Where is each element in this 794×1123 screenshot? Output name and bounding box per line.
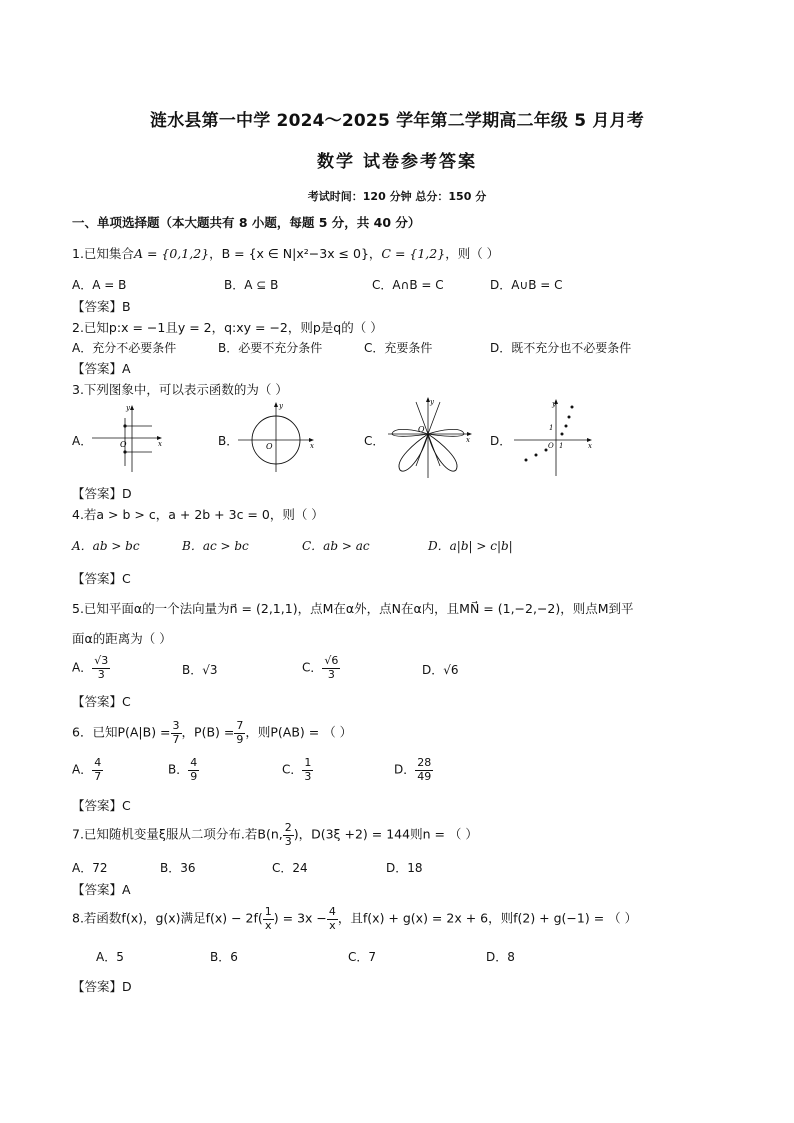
fraction-num: 28 xyxy=(417,756,432,769)
fraction-den: 7 xyxy=(172,732,180,746)
question-4-stem: 4.若a > b > c，a + 2b + 3c = 0，则（ ） xyxy=(72,507,324,522)
q3-option-a: A． xyxy=(72,434,93,448)
answer-label: 【答案】 xyxy=(72,486,123,501)
q7-stem-a: 7.已知随机变量ξ服从二项分布.若B(n, xyxy=(72,826,283,842)
answer-label: 【答案】 xyxy=(72,299,123,314)
q1-stem-a: 1.已知集合 xyxy=(72,246,134,261)
q2-option-a: A．充分不必要条件 xyxy=(72,341,177,355)
q7-stem-b: )，D(3ξ +2) = 144则n = （ ） xyxy=(293,826,478,842)
q8-stem-b: ) = 3x − xyxy=(273,910,327,926)
q4-option-b: B．ac > bc xyxy=(182,539,249,553)
q7-option-c: C．24 xyxy=(272,861,308,875)
q3-graph-b xyxy=(238,400,318,475)
fraction-num: 3 xyxy=(172,719,180,732)
fraction xyxy=(92,757,103,783)
q8-option-c: C．7 xyxy=(348,950,377,964)
q8-answer xyxy=(72,977,132,995)
option-letter: A． xyxy=(72,660,93,675)
origin-label: O xyxy=(120,440,127,449)
q5-option-a xyxy=(72,655,110,681)
q7-option-d: D．18 xyxy=(386,861,423,875)
q1-option-c: C．A∩B = C xyxy=(372,278,444,292)
answer-value: C xyxy=(122,694,131,709)
axis-x-label: x xyxy=(158,440,162,448)
fraction-num: 4 xyxy=(190,756,198,769)
answer-label: 【答案】 xyxy=(72,979,123,994)
answer-value: A xyxy=(122,882,131,897)
question-7-stem xyxy=(72,822,478,848)
axis-y-label: y xyxy=(430,398,434,406)
fraction-den: 3 xyxy=(284,834,292,848)
fraction-den: 9 xyxy=(190,769,198,783)
q3-graph-d xyxy=(512,398,598,478)
answer-label: 【答案】 xyxy=(72,361,123,376)
fraction-den: 49 xyxy=(417,769,432,783)
q3-option-b: B． xyxy=(218,434,239,448)
fraction xyxy=(415,757,433,783)
axis-x-label: x xyxy=(310,442,314,450)
q1-option-b: B．A ⊆ B xyxy=(224,278,279,292)
section-heading: 一、单项选择题（本大题共有 8 小题，每题 5 分，共 40 分） xyxy=(72,215,421,230)
q6-stem-a: 6．已知P(A|B) = xyxy=(72,724,171,740)
q4-answer xyxy=(72,569,131,587)
option-letter: C． xyxy=(302,660,323,675)
fraction xyxy=(92,655,110,681)
fraction-den: 9 xyxy=(236,732,244,746)
q8-stem-c: ，且f(x) + g(x) = 2x + 6，则f(2) + g(−1) = （ ） xyxy=(337,910,638,926)
option-letter: A． xyxy=(72,762,93,777)
q1-set-a: A = {0,1,2} xyxy=(133,246,210,261)
answer-label: 【答案】 xyxy=(72,882,123,897)
q6-option-a xyxy=(72,757,103,783)
q4-option-d: D．a|b| > c|b| xyxy=(428,539,513,553)
fraction xyxy=(263,906,274,932)
answer-label: 【答案】 xyxy=(72,798,123,813)
answer-value: D xyxy=(122,486,132,501)
q2-option-b: B．必要不充分条件 xyxy=(218,341,323,355)
q4-option-a: A．ab > bc xyxy=(72,539,140,553)
axis-y-label: y xyxy=(279,402,283,410)
q6-option-c xyxy=(282,757,313,783)
q8-option-b: B．6 xyxy=(210,950,238,964)
q7-option-b: B．36 xyxy=(160,861,196,875)
option-letter: D． xyxy=(394,762,416,777)
q6-answer xyxy=(72,796,131,814)
q5-option-c xyxy=(302,655,340,681)
question-5-stem: 5.已知平面α的一个法向量为n⃗ = (2,1,1)，点M在α外，点N在α内，且MN⃗ = (1,−2,−2)，则点M到平 xyxy=(72,601,634,616)
fraction-num: √3 xyxy=(94,654,109,667)
fraction-den: 7 xyxy=(94,769,102,783)
fraction xyxy=(171,720,182,746)
q3-graph-c xyxy=(386,396,478,480)
fraction-num: 4 xyxy=(328,905,336,918)
answer-value: A xyxy=(122,361,131,376)
answer-value: D xyxy=(122,979,132,994)
question-3-stem: 3.下列图象中，可以表示函数的为（ ） xyxy=(72,382,288,397)
origin-label: O xyxy=(548,442,554,450)
q1-option-d: D．A∪B = C xyxy=(490,278,563,292)
axis-x-label: x xyxy=(466,436,470,444)
fraction-den: 3 xyxy=(327,667,335,681)
q5-option-b: B．√3 xyxy=(182,663,218,677)
fraction-den: x xyxy=(329,918,336,932)
tick-label-1: 1 xyxy=(559,442,564,450)
origin-label: O xyxy=(418,425,425,434)
q3-option-d: D． xyxy=(490,434,512,448)
q5-option-d: D．√6 xyxy=(422,663,459,677)
exam-meta: 考试时间：120 分钟 总分：150 分 xyxy=(307,190,487,203)
answer-value: C xyxy=(122,798,131,813)
fraction xyxy=(283,822,294,848)
q1-set-c: C = {1,2} xyxy=(381,246,446,261)
question-1-stem xyxy=(72,244,499,262)
q6-stem-c: ，则P(AB) = （ ） xyxy=(245,724,353,740)
q2-option-c: C．充要条件 xyxy=(364,341,433,355)
answer-value: C xyxy=(122,571,131,586)
fraction-den: 3 xyxy=(304,769,312,783)
fraction xyxy=(302,757,313,783)
fraction-num: 1 xyxy=(304,756,312,769)
q6-option-b xyxy=(168,757,199,783)
fraction-den: x xyxy=(265,918,272,932)
q4-option-c: C．ab > ac xyxy=(302,539,370,553)
q3-answer xyxy=(72,484,132,502)
q7-answer xyxy=(72,880,131,898)
answer-label: 【答案】 xyxy=(72,694,123,709)
tick-label-1: 1 xyxy=(549,424,554,432)
q5-answer xyxy=(72,692,131,710)
axis-y-label: y xyxy=(126,404,130,412)
fraction xyxy=(188,757,199,783)
fraction-num: 7 xyxy=(236,719,244,732)
fraction-num: 4 xyxy=(94,756,102,769)
exam-title: 涟水县第一中学 2024～2025 学年第二学期高二年级 5 月月考 xyxy=(150,111,644,131)
q1-stem-c: ，则（ ） xyxy=(445,246,500,261)
q6-option-d xyxy=(394,757,433,783)
q7-option-a: A．72 xyxy=(72,861,108,875)
q1-answer xyxy=(72,297,131,315)
question-2-stem: 2.已知p:x = −1且y = 2，q:xy = −2，则p是q的（ ） xyxy=(72,320,383,335)
exam-subtitle: 数学 试卷参考答案 xyxy=(317,152,477,172)
fraction-num: 1 xyxy=(264,905,272,918)
question-6-stem xyxy=(72,720,352,746)
fraction xyxy=(322,655,340,681)
question-5-stem-cont: 面α的距离为（ ） xyxy=(72,631,172,646)
q1-option-a: A．A = B xyxy=(72,278,127,292)
fraction-num: √6 xyxy=(324,654,339,667)
fraction-num: 2 xyxy=(284,821,292,834)
axis-y-label: y xyxy=(552,400,556,408)
answer-value: B xyxy=(122,299,131,314)
fraction xyxy=(234,720,245,746)
q8-option-a: A．5 xyxy=(96,950,124,964)
answer-label: 【答案】 xyxy=(72,571,123,586)
q3-option-c: C． xyxy=(364,434,385,448)
q2-answer xyxy=(72,359,131,377)
q8-stem-a: 8.若函数f(x)，g(x)满足f(x) − 2f( xyxy=(72,910,263,926)
q3-graph-a xyxy=(92,400,167,475)
question-8-stem xyxy=(72,906,637,932)
axis-x-label: x xyxy=(588,442,592,450)
fraction xyxy=(327,906,338,932)
fraction-den: 3 xyxy=(97,667,105,681)
origin-label: O xyxy=(266,442,273,451)
q1-stem-b: ，B = {x ∈ N|x²−3x ≤ 0}， xyxy=(209,246,382,261)
option-letter: C． xyxy=(282,762,303,777)
q6-stem-b: ，P(B) = xyxy=(181,724,235,740)
q2-option-d: D．既不充分也不必要条件 xyxy=(490,341,632,355)
option-letter: B． xyxy=(168,762,189,777)
q8-option-d: D．8 xyxy=(486,950,515,964)
